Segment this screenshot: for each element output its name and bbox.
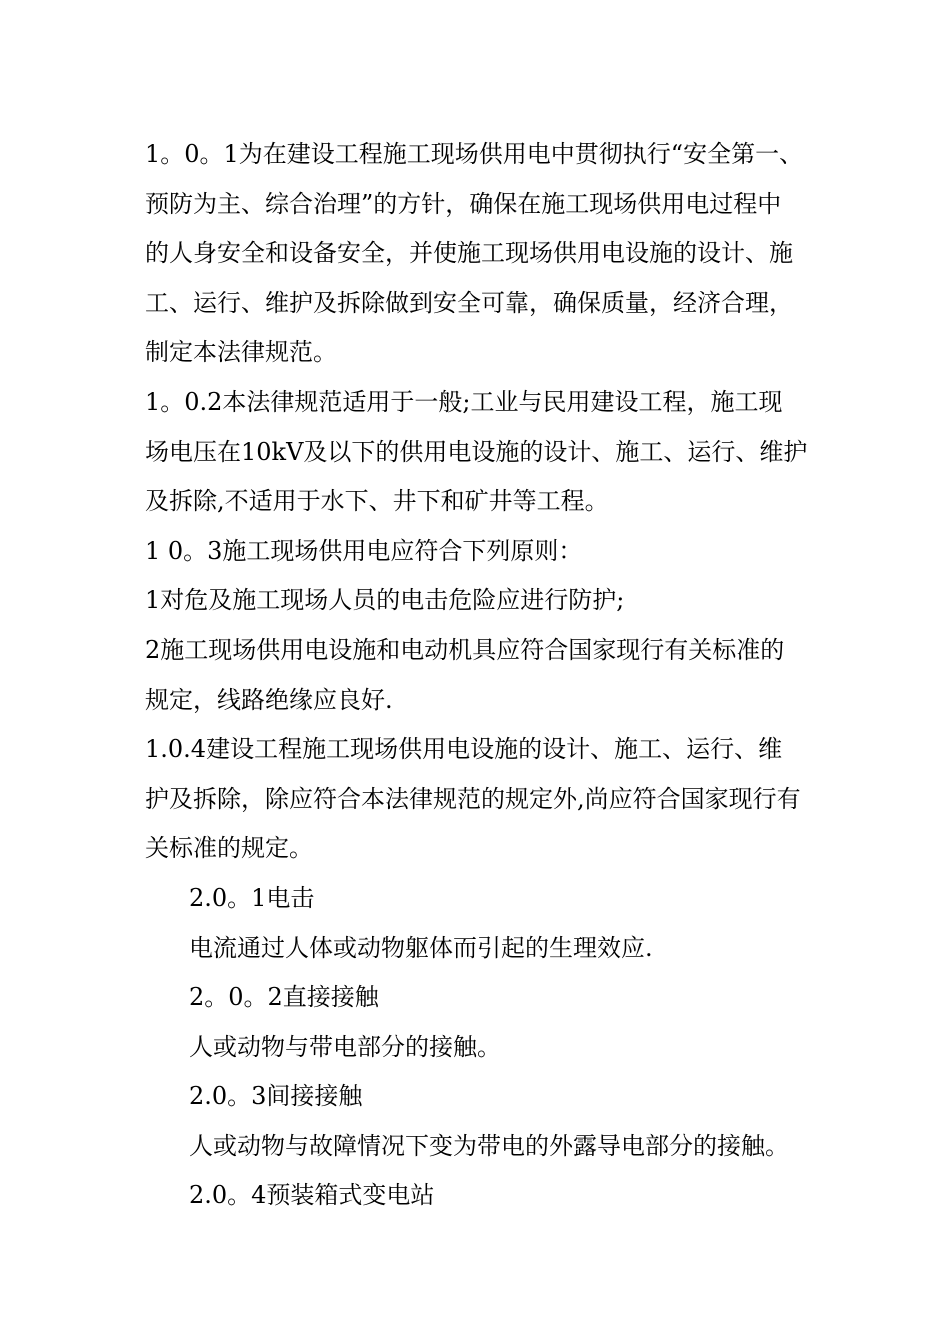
paragraph-1-0-3: 1 0。3施工现场供用电应符合下列原则：: [145, 536, 583, 565]
term-2-0-2-definition: 人或动物与带电部分的接触。: [189, 1032, 501, 1061]
paragraph-1-0-1-line-4: 工、运行、维护及拆除做到安全可靠，确保质量，经济合理，: [145, 288, 793, 317]
term-2-0-3-heading: 2.0。3间接接触: [189, 1082, 363, 1111]
term-2-0-3-definition: 人或动物与故障情况下变为带电的外露导电部分的接触。: [189, 1131, 789, 1160]
paragraph-1-0-1-line-3: 的人身安全和设备安全，并使施工现场供用电设施的设计、施: [145, 239, 793, 268]
term-2-0-2-heading: 2。0。2直接接触: [189, 983, 379, 1012]
paragraph-1-0-4-line-3: 关标准的规定。: [145, 834, 313, 863]
paragraph-1-0-1-line-1: 1。0。1为在建设工程施工现场供用电中贯彻执行“安全第一、: [145, 140, 804, 168]
term-2-0-1-definition: 电流通过人体或动物躯体而引起的生理效应.: [189, 933, 653, 962]
paragraph-1-0-2-line-2: 场电压在10kV及以下的供用电设施的设计、施工、运行、维护: [145, 437, 808, 466]
principle-1: 1对危及施工现场人员的电击危险应进行防护;: [145, 586, 625, 615]
term-2-0-4-heading: 2.0。4预装箱式变电站: [189, 1181, 435, 1210]
paragraph-1-0-4-line-1: 1.0.4建设工程施工现场供用电设施的设计、施工、运行、维: [145, 735, 783, 764]
term-2-0-1-heading: 2.0。1电击: [189, 883, 315, 912]
principle-2-line-1: 2施工现场供用电设施和电动机具应符合国家现行有关标准的: [145, 635, 785, 664]
document-body: [145, 130, 815, 1221]
paragraph-1-0-1-line-5: 制定本法律规范。: [145, 338, 337, 367]
paragraph-1-0-4-line-2: 护及拆除，除应符合本法律规范的规定外,尚应符合国家现行有: [145, 784, 801, 813]
paragraph-1-0-2-line-3: 及拆除,不适用于水下、井下和矿井等工程。: [145, 487, 609, 516]
paragraph-1-0-1-line-2: 预防为主、综合治理”的方针，确保在施工现场供用电过程中: [145, 189, 782, 218]
paragraph-1-0-2-line-1: 1。0.2本法律规范适用于一般;工业与民用建设工程，施工现: [145, 387, 783, 416]
principle-2-line-2: 规定，线路绝缘应良好.: [145, 685, 393, 714]
